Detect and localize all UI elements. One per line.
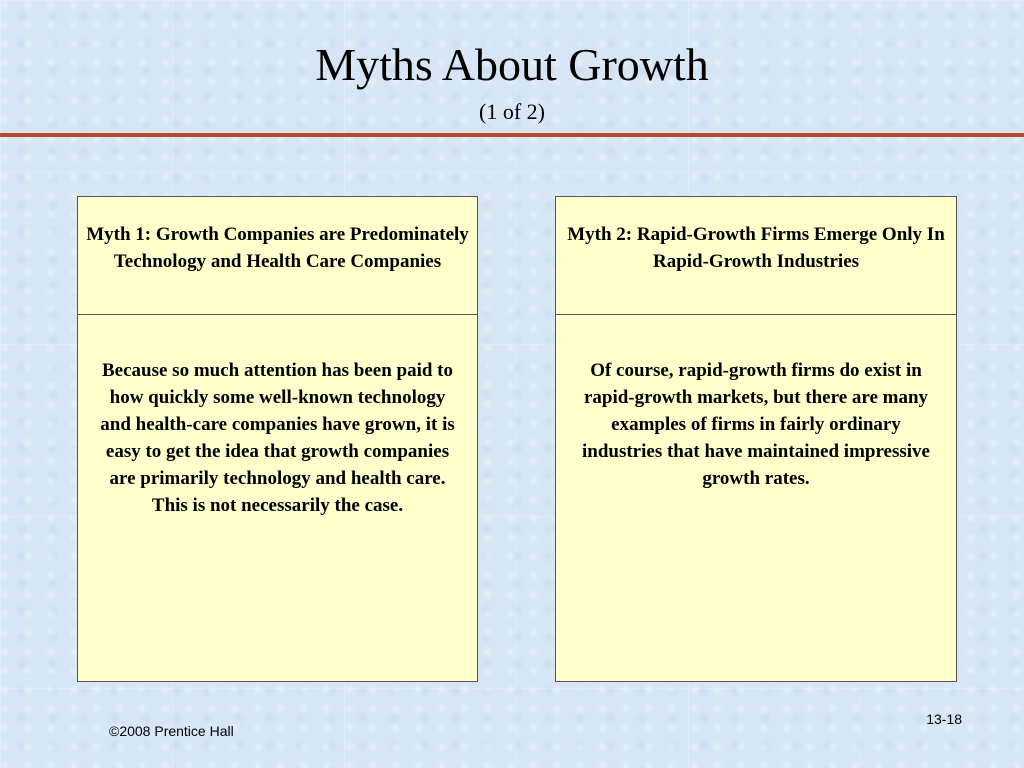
copyright-footer: ©2008 Prentice Hall <box>109 723 234 739</box>
title-divider <box>0 133 1024 137</box>
slide-subtitle: (1 of 2) <box>479 99 545 124</box>
myth-2-heading: Myth 2: Rapid-Growth Firms Emerge Only In Rapid-Growth Industries <box>556 197 956 315</box>
myth-2-box <box>555 196 957 682</box>
slide-title: Myths About Growth <box>315 39 709 90</box>
myth-1-body: Because so much attention has been paid to how quickly some well-known technology and health-care companies have grown, it is easy to get the idea that growth companies are primarily technology and health care. This is not necessarily the case. <box>100 360 455 516</box>
myth-2-body: Of course, rapid-growth firms do exist in rapid-growth markets, but there are many examples of firms in fairly ordinary industries that have maintained impressive growth rates. <box>581 360 930 489</box>
myth-1-box <box>77 196 478 682</box>
page-number: 13-18 <box>926 711 962 727</box>
myth-1-heading: Myth 1: Growth Companies are Predominately Technology and Health Care Companies <box>78 197 477 315</box>
